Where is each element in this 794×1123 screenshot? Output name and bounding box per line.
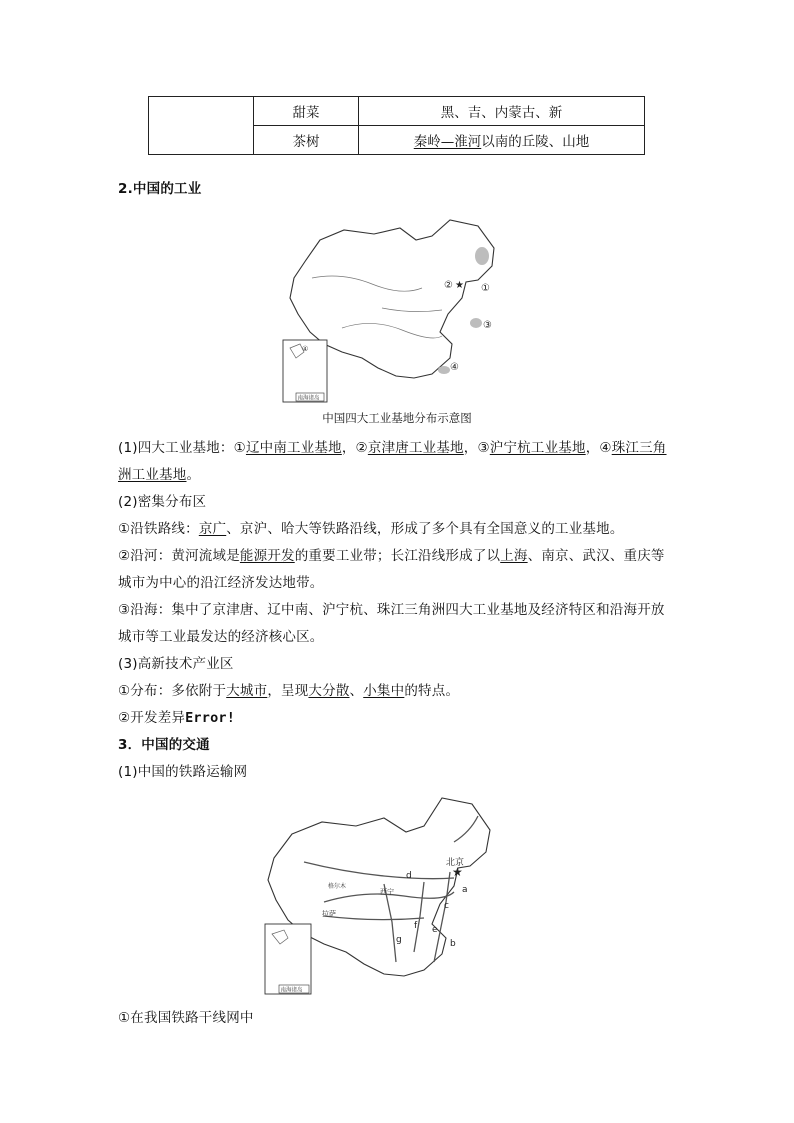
para-coast: ③沿海：集中了京津唐、辽中南、沪宁杭、珠江三角洲四大工业基地及经济特区和沿海开放 xyxy=(118,602,665,618)
railway-map xyxy=(264,792,500,1000)
map-caption: 中国四大工业基地分布示意图 xyxy=(322,411,472,425)
para-distribution xyxy=(118,679,459,699)
underlined-answer: 珠江三角 xyxy=(611,440,667,456)
text-segment: 的重要工业带；长江沿线形成了以 xyxy=(294,548,501,564)
subheading-railway-network: (1)中国的铁路运输网 xyxy=(118,764,248,780)
south-sea-inset xyxy=(265,924,311,994)
table-cell-empty xyxy=(149,97,254,155)
underlined-answer: 京津唐工业基地 xyxy=(367,440,464,456)
crop-distribution-table xyxy=(148,96,645,155)
table-cell-region: 黑、吉、内蒙古、新 xyxy=(359,97,645,126)
underlined-answer: 能源开发 xyxy=(239,548,295,564)
text-segment: ，③ xyxy=(463,440,490,456)
rail-letter-c: c xyxy=(444,901,449,911)
zhujiang-region xyxy=(438,366,450,374)
railway-line xyxy=(304,862,454,879)
internal-boundary xyxy=(312,276,422,291)
text-segment: ②沿河：黄河流域是 xyxy=(118,548,240,564)
underlined-answer: 沪宁杭工业基地 xyxy=(489,440,586,456)
industry-base-map xyxy=(282,218,504,408)
city-label-beijing: 北京 xyxy=(446,858,465,868)
table-cell-crop: 茶树 xyxy=(254,126,359,155)
text-segment: ，呈现 xyxy=(267,683,309,699)
para-river-cont: 城市为中心的沿江经济发达地带。 xyxy=(118,575,324,591)
rail-letter-d: d xyxy=(406,871,412,881)
star-icon: ★ xyxy=(452,865,463,879)
table-cell-region xyxy=(359,126,645,155)
para-coast-cont: 城市等工业最发达的经济核心区。 xyxy=(118,629,324,645)
text-segment: ②开发差异 xyxy=(118,710,186,726)
huning-region xyxy=(470,318,482,328)
para-dev-difference xyxy=(118,706,235,726)
city-label-golmud: 格尔木 xyxy=(328,883,347,890)
rail-letter-b: b xyxy=(450,939,456,949)
map-marker-4: ④ xyxy=(450,362,459,373)
text-segment: 。 xyxy=(186,467,201,483)
rail-letter-f: f xyxy=(414,921,418,931)
section-title-transport: 3．中国的交通 xyxy=(118,737,210,753)
text-segment: 的特点。 xyxy=(404,683,460,699)
underlined-answer: 洲工业基地 xyxy=(118,467,187,483)
para-river xyxy=(118,544,665,564)
map-marker-1: ① xyxy=(481,283,490,294)
inset-label: 南海诸岛 xyxy=(297,395,320,402)
rail-letter-g: g xyxy=(396,935,402,945)
inset-marker-4: ④ xyxy=(302,345,309,353)
text-segment: ①沿铁路线： xyxy=(118,521,199,537)
underlined-answer: 大城市 xyxy=(226,683,268,699)
region-rest: 以南的丘陵、山地 xyxy=(481,134,590,150)
city-label-lhasa: 拉萨 xyxy=(322,910,336,918)
internal-boundary xyxy=(342,323,442,338)
error-text: Error! xyxy=(185,710,236,726)
text-segment: ，② xyxy=(341,440,368,456)
underlined-answer: 大分散 xyxy=(308,683,350,699)
para-four-bases-cont xyxy=(118,463,200,483)
railway-line xyxy=(324,916,424,920)
text-segment: (1)四大工业基地：① xyxy=(118,440,246,456)
inset-label: 南海诸岛 xyxy=(280,987,303,994)
railway-line xyxy=(454,816,478,842)
text-segment: 、京沪、哈大等铁路沿线，形成了多个具有全国意义的工业基地。 xyxy=(226,521,624,537)
table-cell-crop: 甜菜 xyxy=(254,97,359,126)
section-title-industry: 2.中国的工业 xyxy=(118,181,202,197)
text-segment: ①分布：多依附于 xyxy=(118,683,227,699)
subheading-dense: (2)密集分布区 xyxy=(118,494,207,510)
underlined-answer: 京广 xyxy=(198,521,227,537)
underlined-answer: 上海 xyxy=(500,548,528,564)
railway-line xyxy=(414,882,424,952)
map-marker-2: ② xyxy=(444,280,453,291)
para-railway-trunk: ①在我国铁路干线网中 xyxy=(118,1010,254,1026)
liaozhongnan-region xyxy=(475,247,489,265)
text-segment: ，④ xyxy=(585,440,612,456)
railway-line xyxy=(434,872,450,962)
rail-letter-e: e xyxy=(432,925,438,935)
star-icon: ★ xyxy=(455,280,464,291)
internal-boundary xyxy=(382,308,442,312)
para-four-bases xyxy=(118,436,667,456)
region-underlined: 秦岭—淮河 xyxy=(413,134,482,150)
rail-letter-a: a xyxy=(462,885,468,895)
text-segment: 、 xyxy=(349,683,364,699)
text-segment: 、南京、武汉、重庆等 xyxy=(527,548,665,564)
map-marker-3: ③ xyxy=(483,320,492,331)
table-row xyxy=(149,97,645,126)
subheading-hightech: (3)高新技术产业区 xyxy=(118,656,234,672)
underlined-answer: 小集中 xyxy=(363,683,405,699)
para-railway xyxy=(118,517,624,537)
city-label-xining: 西宁 xyxy=(380,888,394,896)
underlined-answer: 辽中南工业基地 xyxy=(245,440,342,456)
